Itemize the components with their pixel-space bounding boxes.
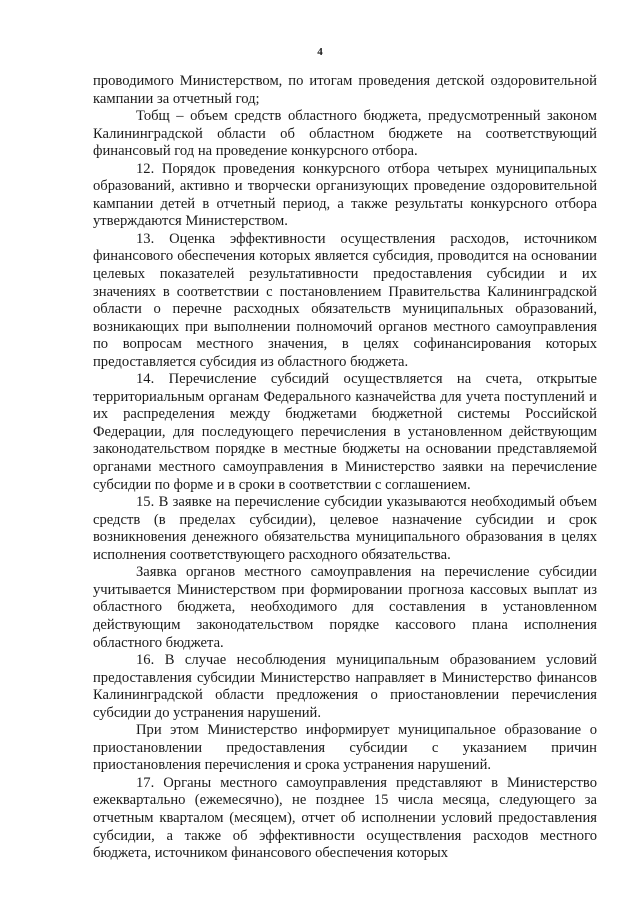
- paragraph-17: 17. Органы местного самоуправления представляют в Министерство ежеквартально (ежемесячно), не позднее 15 числа месяца, следующего за отчетным кварталом (месяцем), отчет об исполнении условий предоставления субсидии, а также об эффективности осуществления расходов местного бюджета, источником финансового обеспечения которых: [93, 774, 597, 862]
- document-body: [93, 73, 597, 863]
- paragraph-continuation: проводимого Министерством, по итогам проведения детской оздоровительной кампании за отчетный год;: [93, 73, 597, 107]
- paragraph-12: 12. Порядок проведения конкурсного отбора четырех муниципальных образований, активно и творчески организующих проведение оздоровительной кампании детей в отчетный период, а также результаты конкурсного отбора утверждаются Министерством.: [93, 160, 597, 230]
- paragraph-15: 15. В заявке на перечисление субсидии указываются необходимый объем средств (в пределах субсидии), целевое назначение субсидии и срок возникновения денежного обязательства муниципального образования в целях исполнения соответствующего расходного обязательства.: [93, 494, 597, 563]
- paragraph-14: 14. Перечисление субсидий осуществляется на счета, открытые территориальным органам Федерального казначейства для учета поступлений и их распределения между бюджетами бюджетной системы Российской Федерации, для последующего перечисления в установленном действующим законодательством порядке в местные бюджеты на основании представляемой органами местного самоуправления в Министерство заявки на перечисление субсидии по форме и в сроки в соответствии с соглашением.: [93, 371, 597, 493]
- paragraph-15-application: Заявка органов местного самоуправления на перечисление субсидии учитывается Министерством при формировании прогноза кассовых выплат из областного бюджета, необходимого для составления в установленном действующим законодательством порядке кассового плана исполнения областного бюджета.: [93, 564, 597, 651]
- paragraph-tobshch-definition: Тобщ – объем средств областного бюджета, предусмотренный законом Калининградской области об областном бюджете на соответствующий финансовый год на проведение конкурсного отбора.: [93, 108, 597, 160]
- paragraph-16-notification: При этом Министерство информирует муниципальное образование о приостановлении предоставления субсидии с указанием причин приостановления перечисления и срока устранения нарушений.: [93, 722, 597, 774]
- page-number: 4: [317, 46, 323, 58]
- paragraph-13: 13. Оценка эффективности осуществления расходов, источником финансового обеспечения которых является субсидия, проводится на основании целевых показателей результативности предоставления субсидии и их значениях в соответствии с постановлением Правительства Калининградской области о перечне расходных обязательств муниципальных образований, возникающих при выполнении полномочий органов местного самоуправления по вопросам местного значения, в целях софинансирования которых предоставляется субсидия из областного бюджета.: [93, 230, 597, 370]
- paragraph-16: 16. В случае несоблюдения муниципальным образованием условий предоставления субсидии Министерство направляет в Министерство финансов Калининградской области предложения о приостановлении перечисления субсидии до устранения нарушений.: [93, 652, 597, 721]
